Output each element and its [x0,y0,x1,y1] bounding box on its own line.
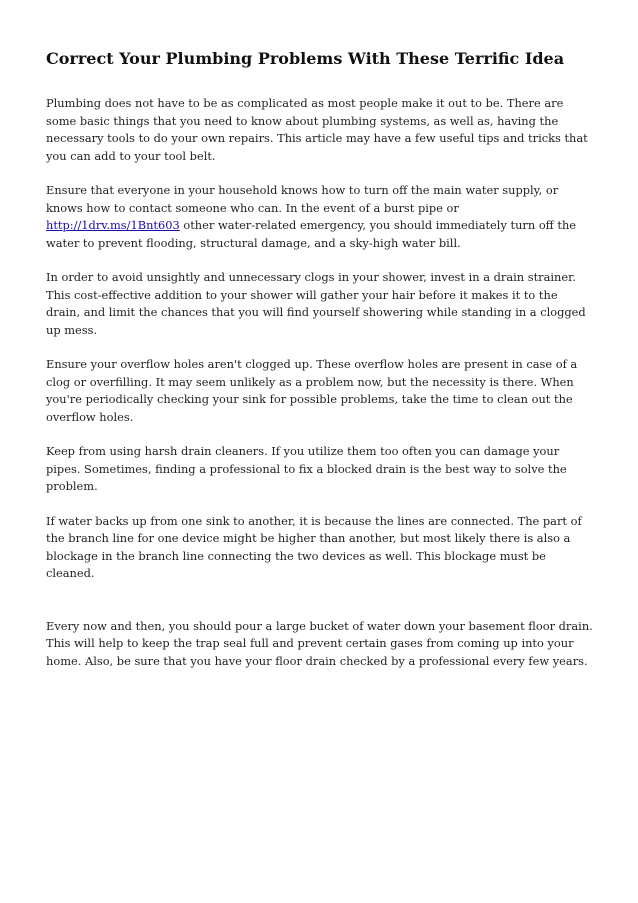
paragraph-intro: Plumbing does not have to be as complicated as most people make it out to be. There are some basic things that you need to know about plumbing systems, as well as, having the necessary tools to do your own repairs. This article may have a few useful tips and tricks that you can add to your tool belt. [46,96,588,163]
paragraph-text: other water-related emergency, you should immediately turn off the water to prevent flooding, structural damage, and a sky-high water bill. [46,218,577,250]
paragraph-drain-cleaners: Keep from using harsh drain cleaners. If you utilize them too often you can damage your pipes. Sometimes, finding a professional to fix a blocked drain is the best way to solve the problem. [46,444,567,493]
paragraph-text: Ensure that everyone in your household knows how to turn off the main water supply, or knows how to contact someone who can. In the event of a burst pipe or [46,183,559,215]
paragraph-overflow-holes: Ensure your overflow holes aren't clogged up. These overflow holes are present in case of a clog or overfilling. It may seem unlikely as a problem now, but the necessity is there. When you're periodically checking your sink for possible problems, take the time to clean out the overflow holes. [46,357,578,424]
document-page [46,48,594,687]
document-title: Correct Your Plumbing Problems With These Terrific Idea [46,49,565,68]
external-link[interactable]: http://1drv.ms/1Bnt603 [46,218,180,232]
paragraph-branch-line: If water backs up from one sink to another, it is because the lines are connected. The part of the branch line for one device might be higher than another, but most likely there is also a blockage in the branch line connecting the two devices as well. This blockage must be cleaned. [46,513,582,580]
paragraph-drain-strainer: In order to avoid unsightly and unnecessary clogs in your shower, invest in a drain strainer. This cost-effective addition to your shower will gather your hair before it makes it to the drain, and limit the chances that you will find yourself showering while standing in a clogged up mess. [46,270,586,337]
paragraph-water-supply [46,182,594,252]
paragraph-floor-drain: Every now and then, you should pour a large bucket of water down your basement floor drain. This will help to keep the trap seal full and prevent certain gases from coming up into your home. Also, be sure that you have your floor drain checked by a professional every few years. [46,618,593,668]
